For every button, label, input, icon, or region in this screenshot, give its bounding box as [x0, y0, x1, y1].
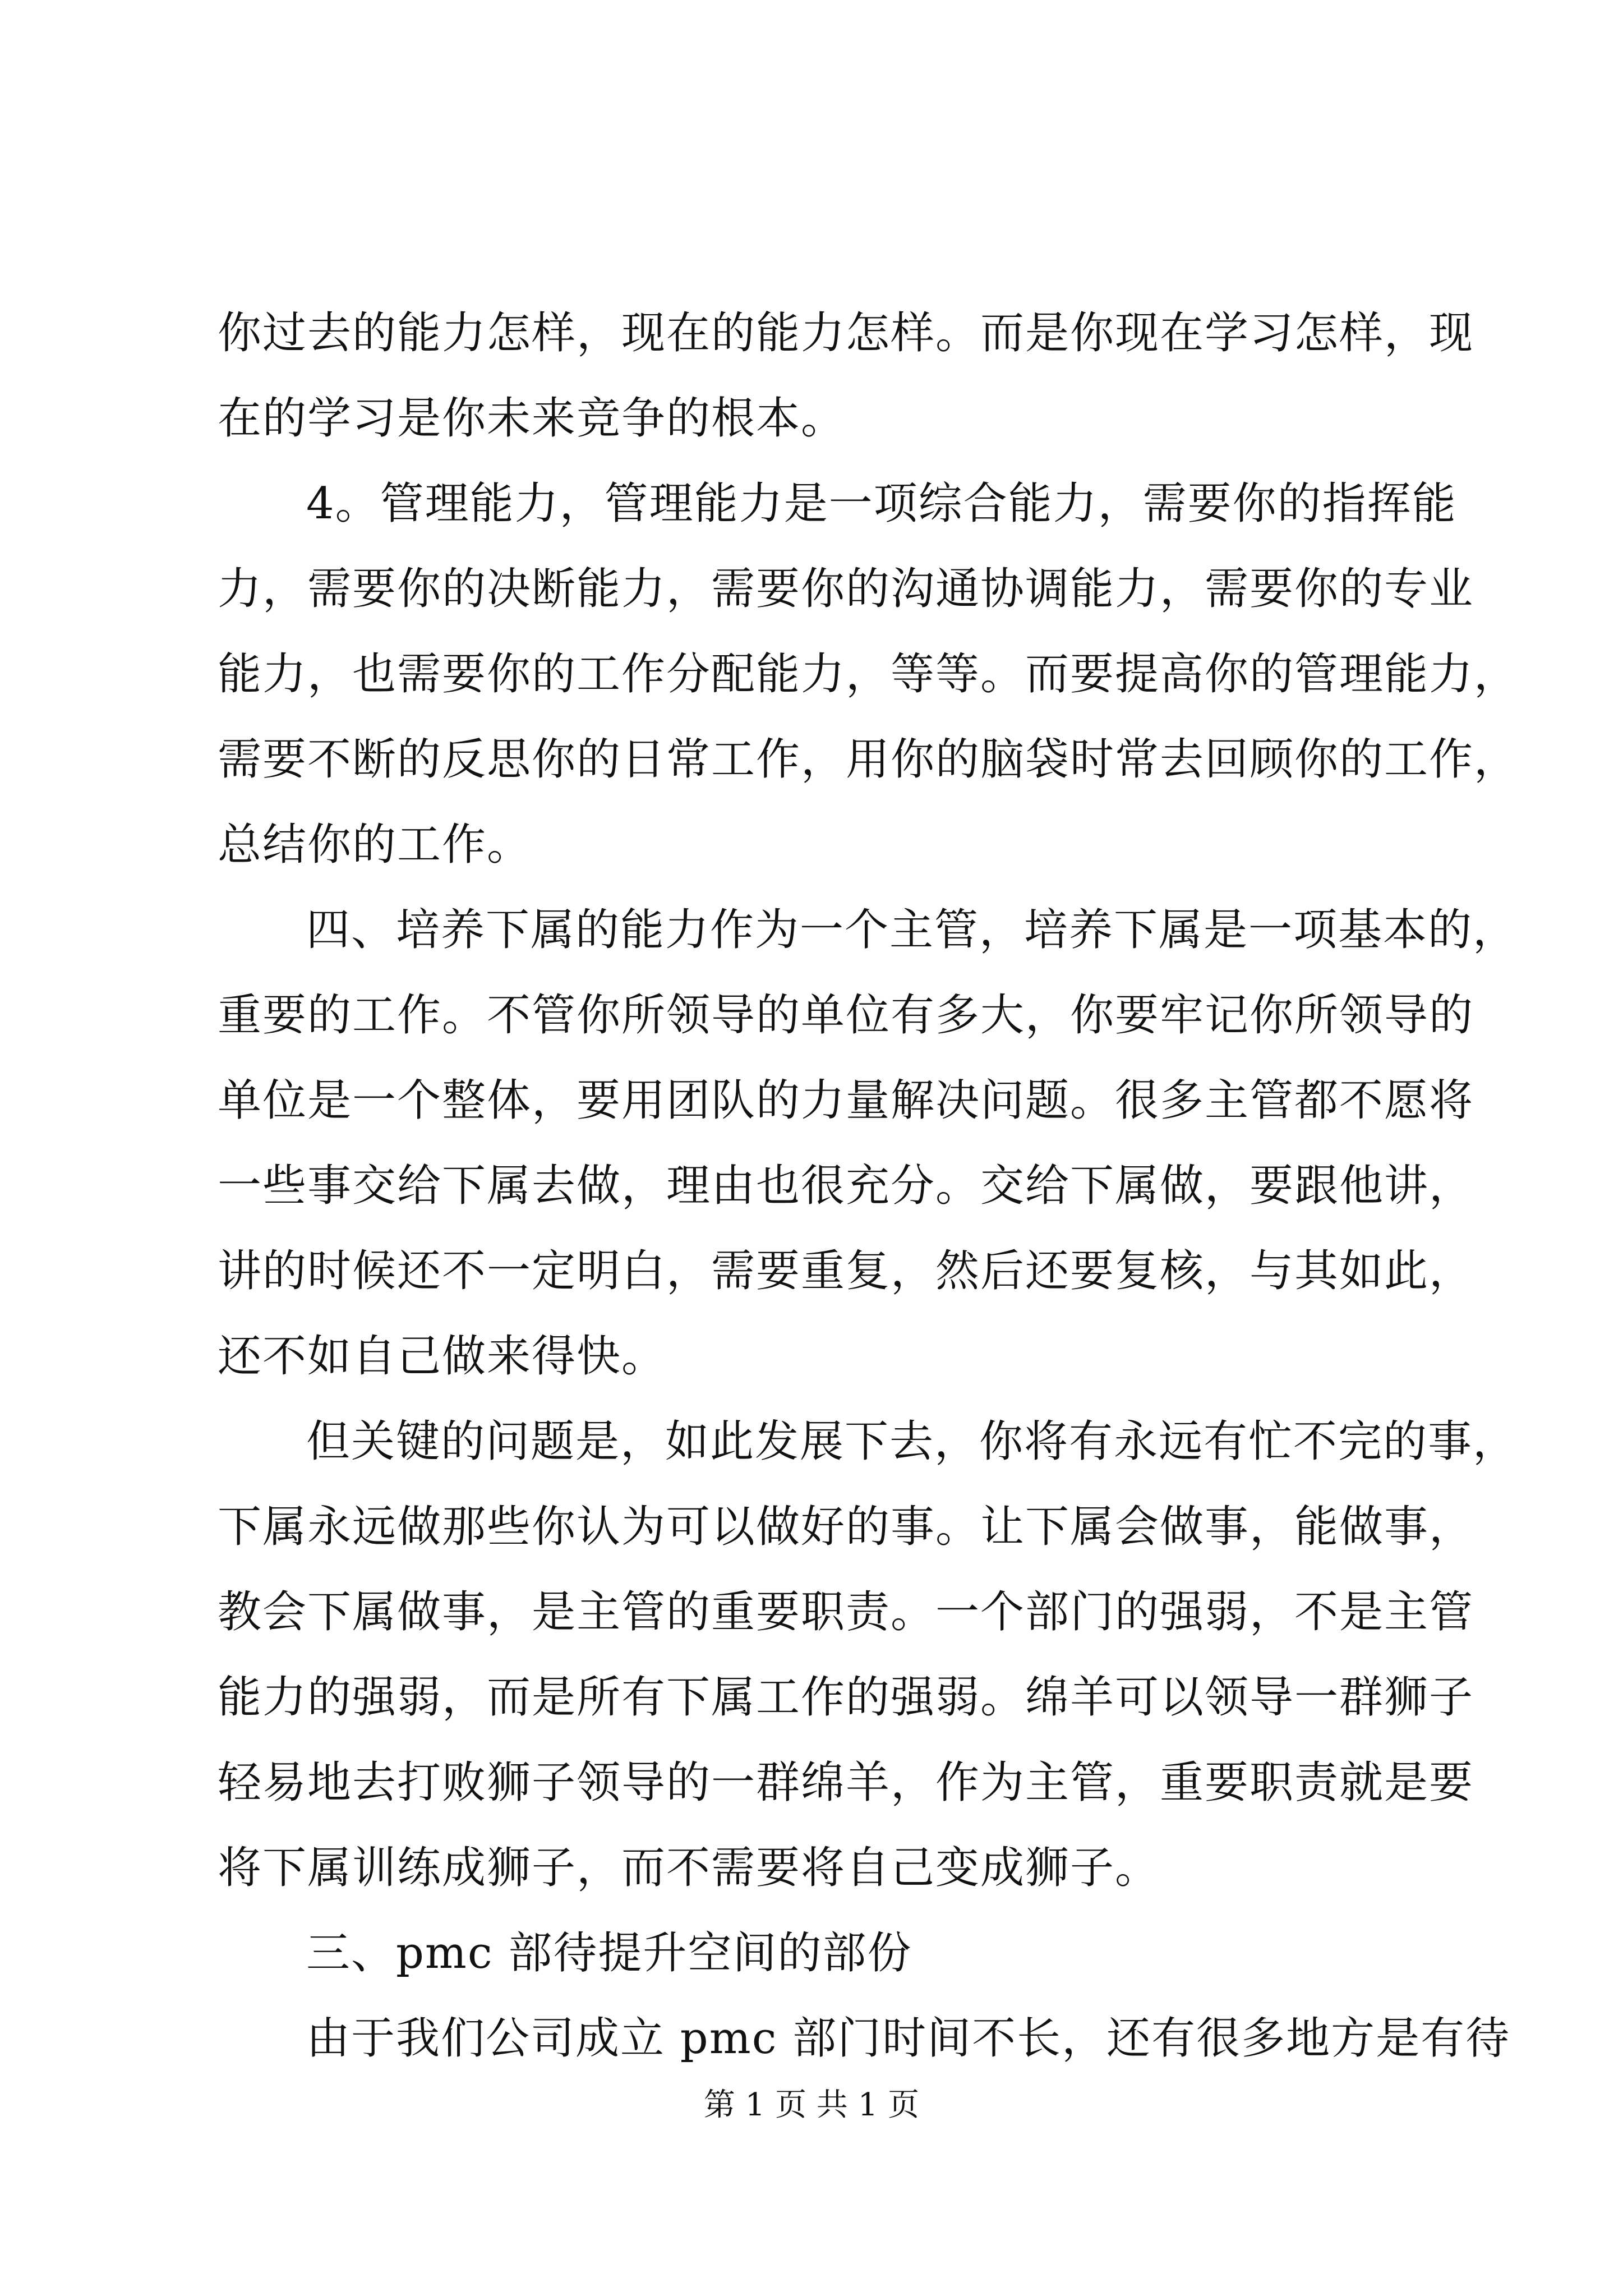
text-line: 轻易地去打败狮子领导的一群绵羊，作为主管，重要职责就是要 [218, 1757, 1474, 1808]
section-heading: 三、pmc 部待提升空间的部份 [306, 1928, 912, 1978]
text-line: 在的学习是你未来竞争的根本。 [218, 393, 846, 444]
text-line: 但关键的问题是，如此发展下去，你将有永远有忙不完的事， [306, 1416, 1518, 1467]
text-line: 重要的工作。不管你所领导的单位有多大，你要牢记你所领导的 [218, 990, 1474, 1041]
page-footer: 第 1 页 共 1 页 [703, 2087, 920, 2123]
text-line: 四、培养下属的能力作为一个主管，培养下属是一项基本的， [306, 905, 1518, 955]
text-line: 单位是一个整体，要用团队的力量解决问题。很多主管都不愿将 [218, 1075, 1474, 1126]
text-line: 一些事交给下属去做，理由也很充分。交给下属做，要跟他讲， [218, 1161, 1474, 1211]
text-line: 4。管理能力，管理能力是一项综合能力，需要你的指挥能 [306, 478, 1457, 529]
text-line: 下属永远做那些你认为可以做好的事。让下属会做事，能做事， [218, 1502, 1474, 1552]
text-line: 能力的强弱，而是所有下属工作的强弱。绵羊可以领导一群狮子 [218, 1672, 1474, 1723]
text-line: 力，需要你的决断能力，需要你的沟通协调能力，需要你的专业 [218, 564, 1474, 614]
text-line: 还不如自己做来得快。 [218, 1331, 667, 1382]
text-line: 能力，也需要你的工作分配能力，等等。而要提高你的管理能力， [218, 649, 1519, 700]
text-line: 需要不断的反思你的日常工作，用你的脑袋时常去回顾你的工作， [218, 734, 1519, 785]
text-line: 你过去的能力怎样，现在的能力怎样。而是你现在学习怎样，现 [218, 308, 1474, 358]
document-body [218, 291, 1519, 2081]
text-line: 教会下属做事，是主管的重要职责。一个部门的强弱，不是主管 [218, 1587, 1474, 1637]
text-line: 讲的时候还不一定明白，需要重复，然后还要复核，与其如此， [218, 1246, 1474, 1296]
text-line: 由于我们公司成立 pmc 部门时间不长，还有很多地方是有待 [306, 2013, 1511, 2064]
text-line: 将下属训练成狮子，而不需要将自己变成狮子。 [218, 1843, 1160, 1893]
text-line: 总结你的工作。 [218, 820, 532, 870]
